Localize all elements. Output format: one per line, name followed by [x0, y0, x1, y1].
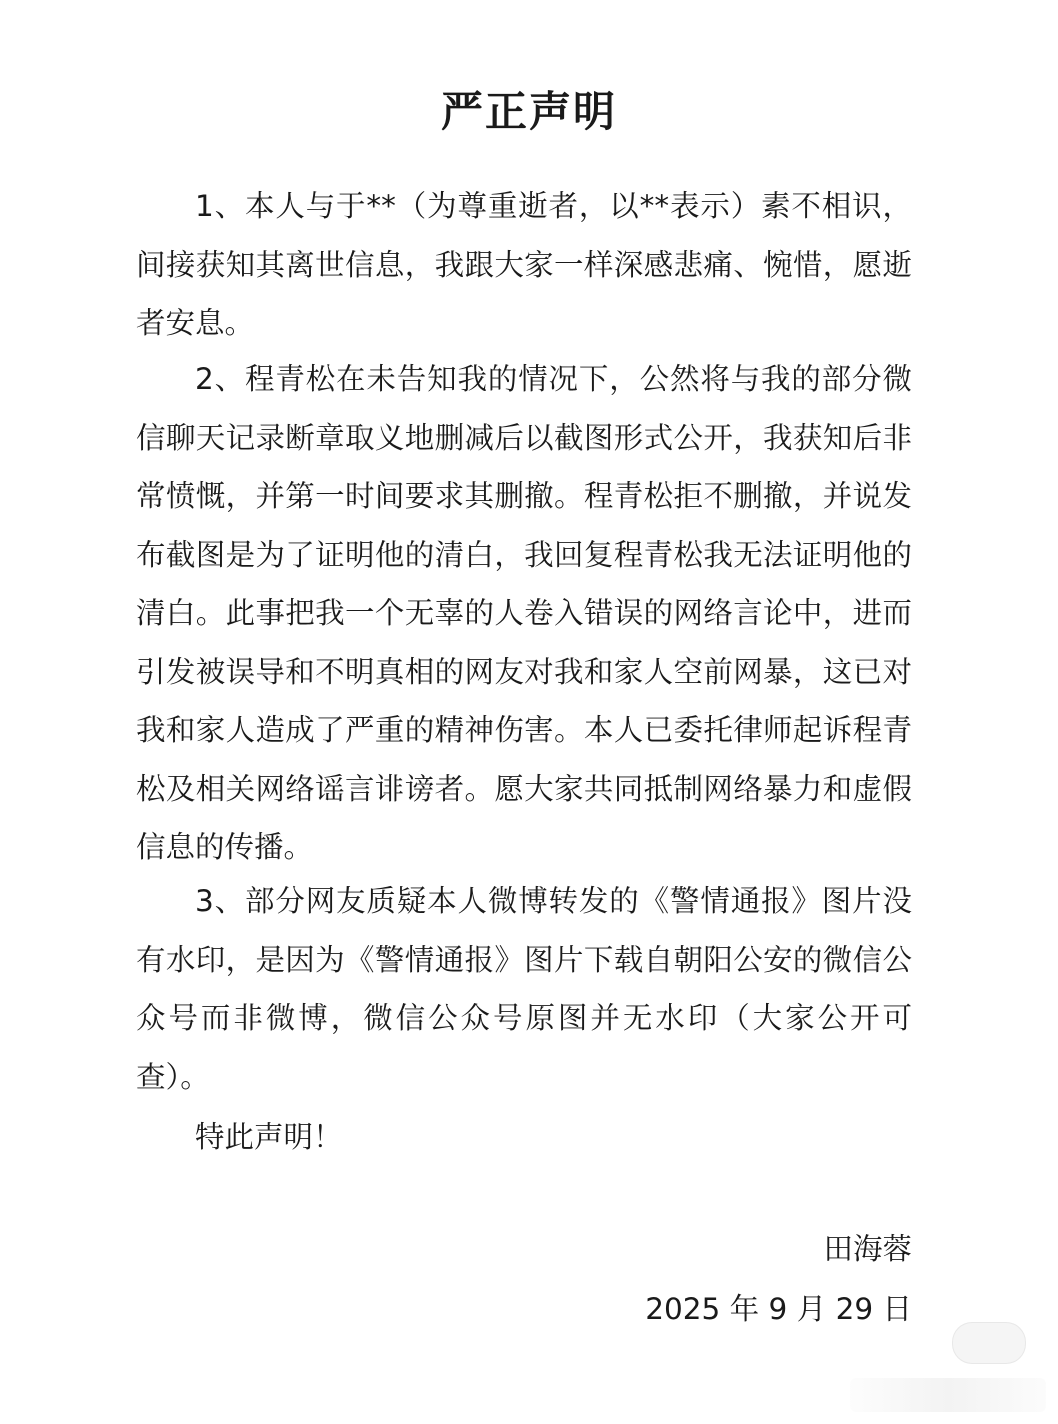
- statement-date: 2025 年 9 月 29 日: [645, 1292, 912, 1326]
- statement-paragraph-3: 3、部分网友质疑本人微博转发的《警情通报》图片没有水印，是因为《警情通报》图片下载自朝阳公安的微信公众号而非微博，微信公众号原图并无水印（大家公开可查）。: [136, 884, 912, 1094]
- page-title: 严正声明: [440, 87, 617, 136]
- statement-paragraph-2: 2、程青松在未告知我的情况下，公然将与我的部分微信聊天记录断章取义地删减后以截图形式公开，我获知后非常愤慨，并第一时间要求其删撤。程青松拒不删撤，并说发布截图是为了证明他的清白，我回复程青松我无法证明他的清白。此事把我一个无辜的人卷入错误的网络言论中，进而引发被误导和不明真相的网友对我和家人空前网暴，这已对我和家人造成了严重的精神伤害。本人已委托律师起诉程青松及相关网络谣言诽谤者。愿大家共同抵制网络暴力和虚假信息的传播。: [136, 362, 912, 864]
- watermark-badge-icon: [952, 1322, 1026, 1364]
- closing-line: 特此声明！: [195, 1120, 343, 1154]
- statement-paragraph-1: 1、本人与于**（为尊重逝者，以**表示）素不相识，间接获知其离世信息，我跟大家一样深感悲痛、惋惜，愿逝者安息。: [136, 189, 912, 340]
- signature-name: 田海蓉: [823, 1232, 912, 1266]
- watermark-strip: [850, 1378, 1046, 1412]
